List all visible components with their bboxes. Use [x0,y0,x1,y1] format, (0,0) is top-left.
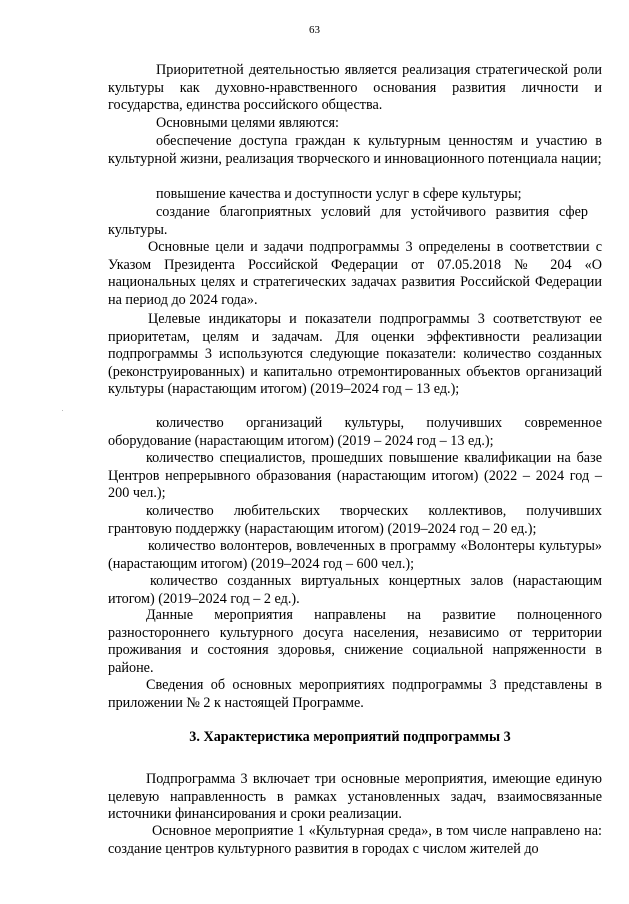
paragraph-goal-conditions: создание благоприятных условий для устойчивого развития сфер культуры. [108,204,588,238]
paragraph-subprogram-includes: Подпрограмма 3 включает три основные мероприятия, имеющие единую целевую направленность в рамках установленных задач, взаимосвязанные источники финансирования и сроки реализации. [108,771,602,823]
paragraph-decree: Основные цели и задачи подпрограммы 3 определены в соответствии с Указом Президента Российской Федерации от 07.05.2018 № 204 «О национальных целях и стратегических задачах развития Российской Федерации на период до 2024 года». [108,239,602,308]
paragraph-events-purpose: Данные мероприятия направлены на развитие полноценного разностороннего культурного досуга населения, независимо от территории проживания и состояния здоровья, снижение социальной напряженности в районе. [108,607,602,676]
paragraph-indicator-virtual-halls: количество созданных виртуальных концертных залов (нарастающим итогом) (2019–2024 год – 2 ед.). [108,573,602,607]
paragraph-indicator-volunteers: количество волонтеров, вовлеченных в программу «Волонтеры культуры» (нарастающим итогом) (2019–2024 год – 600 чел.); [108,538,602,572]
page-number: 63 [309,24,320,36]
paragraph-priority: Приоритетной деятельностью является реализация стратегической роли культуры как духовно-нравственного основания развития личности и государства, единства российского общества. [108,62,602,114]
paragraph-indicator-collectives: количество любительских творческих коллективов, получивших грантовую поддержку (нарастающим итогом) (2019–2024 год – 20 ед.); [108,503,602,537]
paragraph-appendix-ref: Сведения об основных мероприятиях подпрограммы 3 представлены в приложении № 2 к настоящей Программе. [108,677,602,711]
paragraph-main-event-1: Основное мероприятие 1 «Культурная среда», в том числе направлено на: создание центров культурного развития в городах с числом жителей до [108,823,602,857]
paragraph-goal-quality: повышение качества и доступности услуг в сфере культуры; [156,186,522,202]
section-heading: 3. Характеристика мероприятий подпрограммы 3 [189,729,511,745]
paragraph-indicators: Целевые индикаторы и показатели подпрограммы 3 соответствуют ее приоритетам, целям и задачам. Для оценки эффективности реализации подпрограммы 3 используются следующие показатели: количество созданных (реконструированных) и капитально отремонтированных объектов организаций культуры (нарастающим итогом) (2019–2024 год – 13 ед.); [108,311,602,398]
scan-speck [62,410,63,411]
paragraph-goal-access: обеспечение доступа граждан к культурным ценностям и участию в культурной жизни, реализация творческого и инновационного потенциала нации; [108,133,602,167]
paragraph-indicator-specialists: количество специалистов, прошедших повышение квалификации на базе Центров непрерывного образования (нарастающим итогом) (2022 – 2024 год – 200 чел.); [108,450,602,502]
paragraph-goals-intro: Основными целями являются: [156,115,339,131]
paragraph-indicator-equipment: количество организаций культуры, получивших современное оборудование (нарастающим итогом) (2019 – 2024 год – 13 ед.); [108,415,602,449]
